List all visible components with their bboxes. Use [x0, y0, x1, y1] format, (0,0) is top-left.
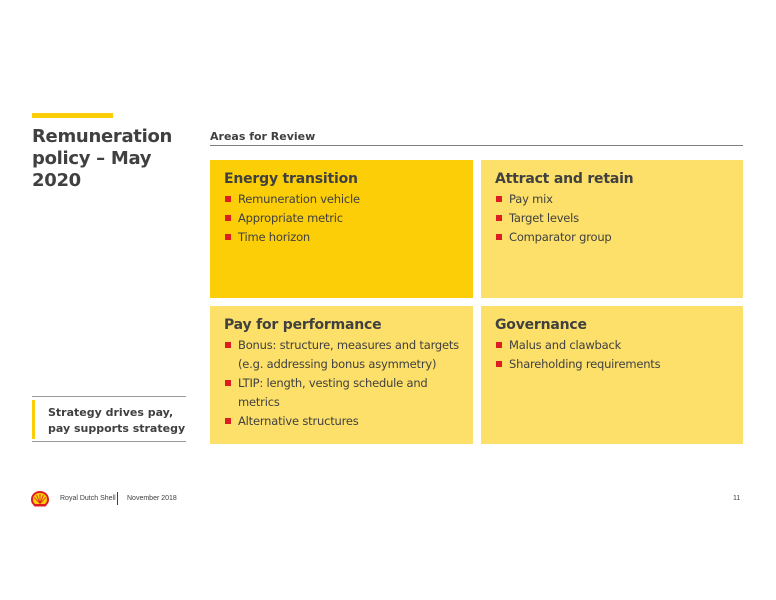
callout-accent-bar — [32, 400, 35, 439]
list-item-text: LTIP: length, vesting schedule and metrics — [238, 376, 428, 409]
list-item — [224, 374, 463, 412]
callout-line: pay supports strategy — [48, 422, 186, 435]
bullet-list — [495, 190, 733, 247]
callout-line: Strategy drives pay, — [48, 406, 174, 419]
list-item — [495, 190, 733, 209]
square-bullet-icon — [496, 361, 502, 367]
square-bullet-icon — [496, 196, 502, 202]
square-bullet-icon — [496, 215, 502, 221]
list-item — [495, 209, 733, 228]
list-item-text: Time horizon — [238, 230, 311, 244]
quadrant-heading: Pay for performance — [224, 317, 382, 333]
section-header: Areas for Review — [210, 130, 743, 146]
square-bullet-icon — [225, 196, 231, 202]
square-bullet-icon — [496, 342, 502, 348]
list-item-text: Bonus: structure, measures and targets (e.g. addressing bonus asymmetry) — [238, 338, 459, 371]
shell-logo-icon — [30, 490, 50, 508]
list-item — [224, 412, 463, 431]
bullet-list — [495, 336, 733, 374]
list-item — [224, 209, 463, 228]
square-bullet-icon — [496, 234, 502, 240]
square-bullet-icon — [225, 418, 231, 424]
bullet-list — [224, 190, 463, 247]
quadrant-heading: Attract and retain — [495, 171, 634, 187]
callout-text — [48, 405, 186, 437]
list-item — [224, 190, 463, 209]
list-item-text: Malus and clawback — [509, 338, 622, 352]
footer-divider — [117, 492, 118, 505]
square-bullet-icon — [225, 380, 231, 386]
square-bullet-icon — [225, 234, 231, 240]
list-item — [495, 228, 733, 247]
title-accent-bar — [32, 113, 113, 118]
square-bullet-icon — [225, 215, 231, 221]
quadrant-governance — [481, 306, 743, 444]
list-item-text: Target levels — [509, 211, 579, 225]
quadrant-attract-and-retain — [481, 160, 743, 298]
slide-title: Remuneration policy – May 2020 — [32, 126, 173, 191]
list-item-text: Alternative structures — [238, 414, 359, 428]
footer-date: November 2018 — [127, 495, 177, 502]
quadrant-energy-transition — [210, 160, 473, 298]
strategy-callout — [32, 396, 186, 442]
quadrant-pay-for-performance — [210, 306, 473, 444]
page-number: 11 — [733, 495, 741, 502]
list-item — [495, 336, 733, 355]
quadrant-heading: Governance — [495, 317, 587, 333]
quadrant-heading: Energy transition — [224, 171, 358, 187]
list-item — [224, 228, 463, 247]
list-item-text: Shareholding requirements — [509, 357, 661, 371]
list-item-text: Remuneration vehicle — [238, 192, 360, 206]
bullet-list — [224, 336, 463, 431]
list-item — [224, 336, 463, 374]
list-item — [495, 355, 733, 374]
list-item-text: Pay mix — [509, 192, 553, 206]
list-item-text: Appropriate metric — [238, 211, 343, 225]
square-bullet-icon — [225, 342, 231, 348]
footer-company-name: Royal Dutch Shell — [60, 495, 116, 502]
list-item-text: Comparator group — [509, 230, 612, 244]
